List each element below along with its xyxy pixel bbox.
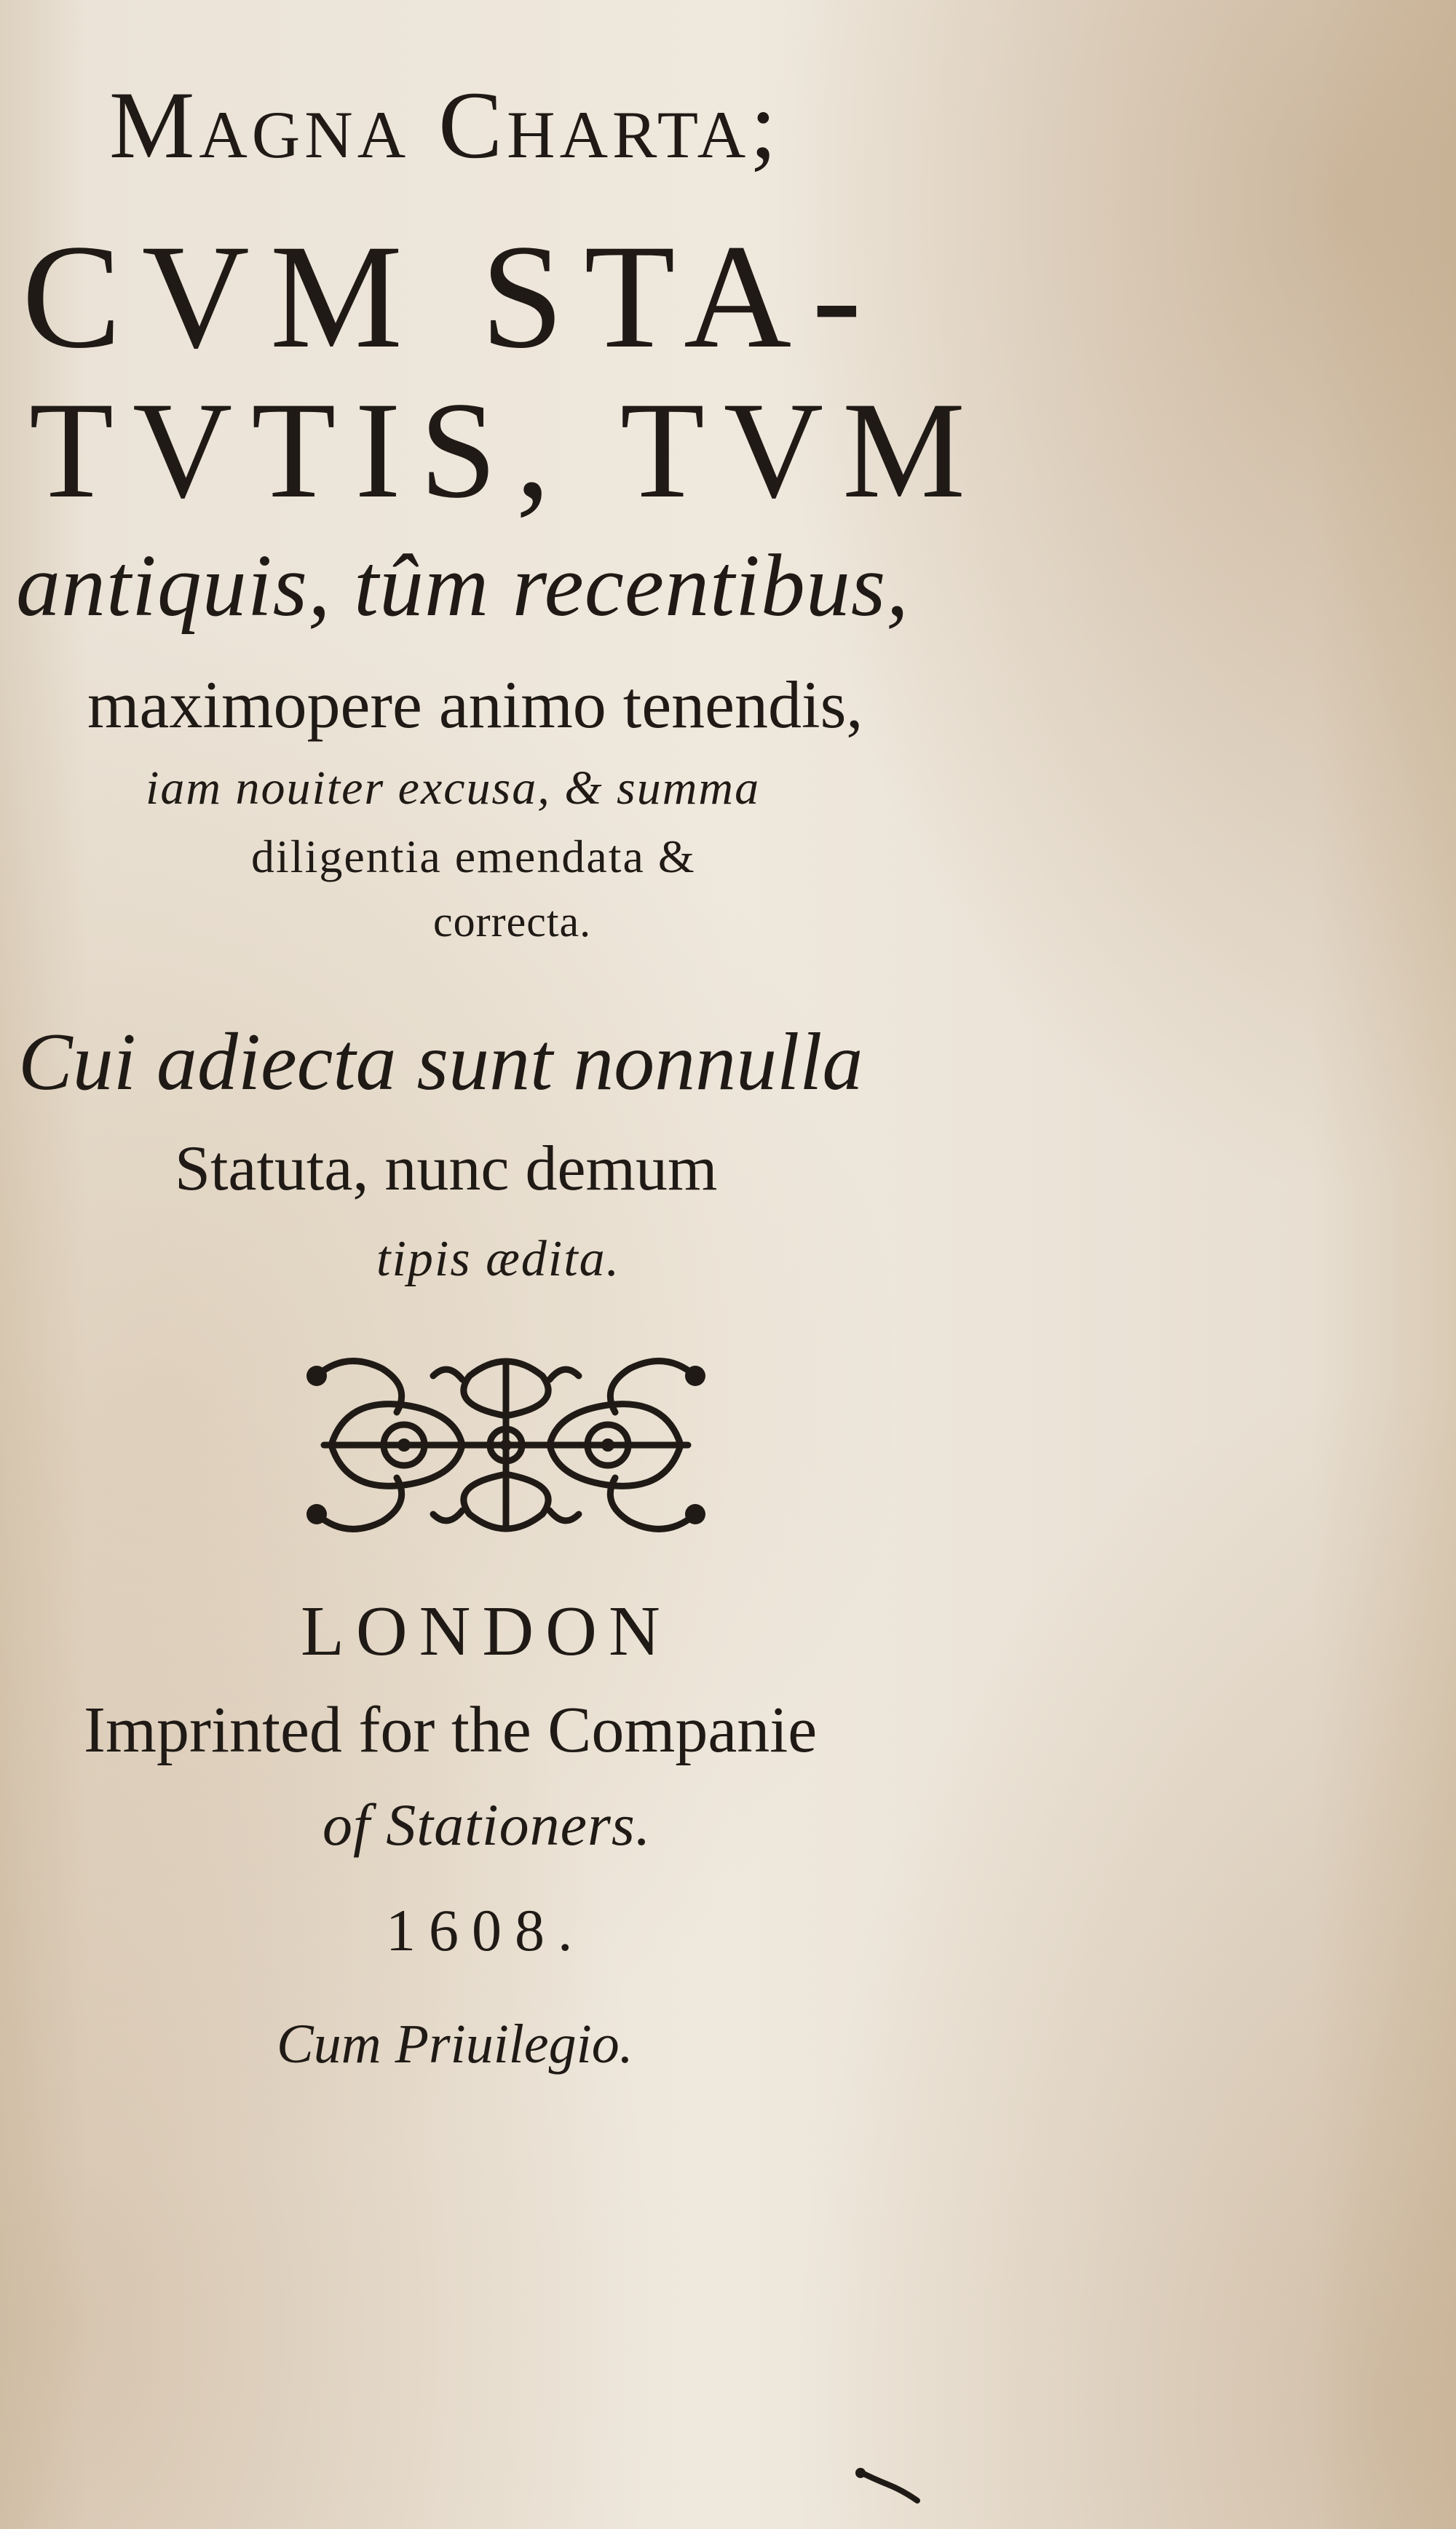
title-line-5: maximopere animo tenendis, — [87, 668, 863, 742]
ink-blot-icon — [852, 2464, 939, 2508]
title-line-11: tipis ædita. — [376, 1231, 621, 1287]
title-line-2: CVM STA- — [22, 214, 882, 379]
title-line-6: iam nouiter excusa, & summa — [146, 761, 761, 815]
privilege-line: Cum Priuilegio. — [277, 2014, 633, 2075]
title-line-8: correcta. — [433, 898, 592, 946]
imprint-line: Imprinted for the Companie — [84, 1694, 818, 1766]
imprint-year: 1608. — [386, 1897, 586, 1963]
publisher-line: of Stationers. — [323, 1792, 652, 1858]
title-line-4: antiquis, tûm recentibus, — [16, 537, 909, 635]
title-line-10: Statuta, nunc demum — [175, 1133, 718, 1204]
printers-ornament-icon — [302, 1347, 710, 1543]
main-title: Magna Charta; — [109, 71, 781, 178]
imprint-place: LONDON — [301, 1592, 672, 1671]
title-line-7: diligentia emendata & — [251, 831, 696, 882]
title-line-3: TVTIS, TVM — [29, 374, 985, 527]
title-line-9: Cui adiecta sunt nonnulla — [18, 1017, 863, 1107]
